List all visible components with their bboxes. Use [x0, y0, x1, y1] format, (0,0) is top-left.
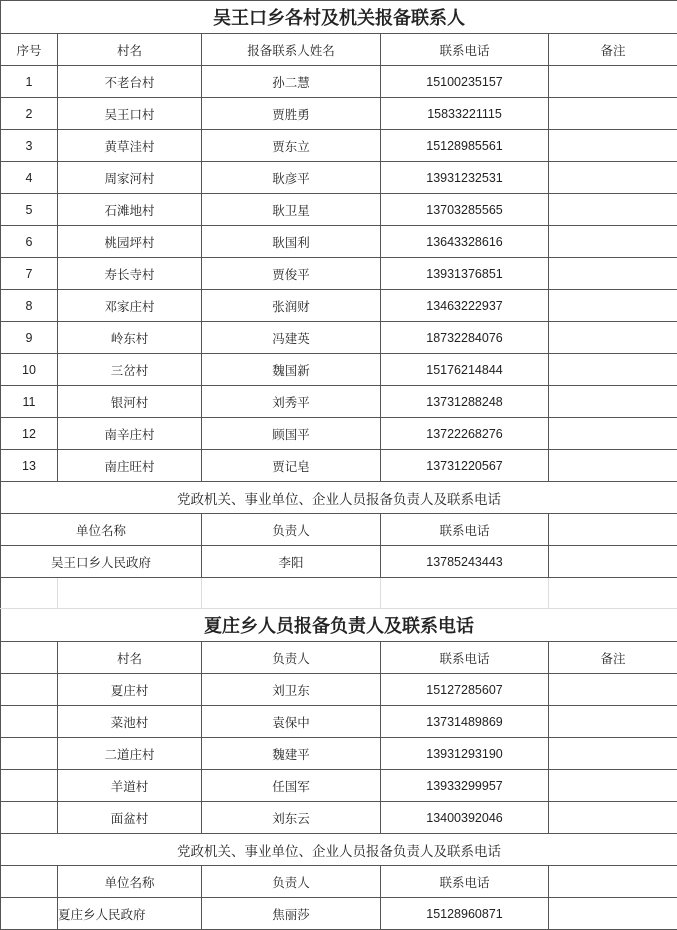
village-name: 南辛庄村 [58, 418, 202, 450]
remarks-cell [549, 418, 677, 450]
village-name: 二道庄村 [58, 738, 202, 770]
village-name: 邓家庄村 [58, 290, 202, 322]
table-header [1, 642, 677, 674]
remarks-cell [549, 706, 677, 738]
village-name: 面盆村 [58, 802, 202, 834]
column-header: 联系电话 [381, 642, 549, 674]
table-row [1, 162, 677, 194]
contact-name: 贾俊平 [202, 258, 381, 290]
table-row [1, 674, 677, 706]
row-number: 7 [1, 258, 58, 290]
table-row [1, 802, 677, 834]
row-number: 10 [1, 354, 58, 386]
column-header: 报备联系人姓名 [202, 34, 381, 66]
remarks-cell [549, 802, 677, 834]
contact-name: 顾国平 [202, 418, 381, 450]
row-number: 5 [1, 194, 58, 226]
phone-number: 18732284076 [381, 322, 549, 354]
column-header: 联系电话 [381, 514, 549, 546]
org-row [1, 546, 677, 578]
org-row [1, 898, 677, 930]
remarks-cell [549, 194, 677, 226]
empty-cell [1, 802, 58, 834]
phone-number: 13933299957 [381, 770, 549, 802]
village-name: 夏庄村 [58, 674, 202, 706]
contact-name: 刘卫东 [202, 674, 381, 706]
table-row [1, 98, 677, 130]
table-row [1, 290, 677, 322]
empty-cell [202, 578, 381, 609]
remarks-cell [549, 354, 677, 386]
table-row [1, 226, 677, 258]
remarks-cell [549, 290, 677, 322]
empty-cell [1, 770, 58, 802]
phone-number: 13785243443 [381, 546, 549, 578]
empty-cell [549, 898, 677, 930]
column-header: 单位名称 [58, 866, 202, 898]
section-title: 夏庄乡人员报备负责人及联系电话 [1, 609, 677, 642]
phone-number: 13400392046 [381, 802, 549, 834]
empty-cell [58, 578, 202, 609]
phone-number: 15833221115 [381, 98, 549, 130]
village-name: 岭东村 [58, 322, 202, 354]
contact-name: 焦丽莎 [202, 898, 381, 930]
row-number: 8 [1, 290, 58, 322]
remarks-cell [549, 226, 677, 258]
column-header: 序号 [1, 34, 58, 66]
table-row [1, 322, 677, 354]
row-number: 13 [1, 450, 58, 482]
table-row [1, 770, 677, 802]
contact-name: 孙二慧 [202, 66, 381, 98]
remarks-cell [549, 674, 677, 706]
empty-cell [549, 866, 677, 898]
table-row [1, 738, 677, 770]
village-name: 菜池村 [58, 706, 202, 738]
unit-name: 夏庄乡人民政府 [58, 898, 202, 930]
remarks-cell [549, 322, 677, 354]
table-row [1, 706, 677, 738]
column-header: 备注 [549, 34, 677, 66]
table-row [1, 386, 677, 418]
contact-name: 任国军 [202, 770, 381, 802]
org-header [1, 514, 677, 546]
contact-name: 贾东立 [202, 130, 381, 162]
contact-name: 张润财 [202, 290, 381, 322]
row-number: 11 [1, 386, 58, 418]
row-number: 2 [1, 98, 58, 130]
village-name: 不老台村 [58, 66, 202, 98]
remarks-cell [549, 770, 677, 802]
empty-cell [1, 738, 58, 770]
village-name: 黄草洼村 [58, 130, 202, 162]
phone-number: 13931376851 [381, 258, 549, 290]
empty-cell [1, 866, 58, 898]
column-header: 联系电话 [381, 34, 549, 66]
phone-number: 15127285607 [381, 674, 549, 706]
contact-name: 刘东云 [202, 802, 381, 834]
phone-number: 13731288248 [381, 386, 549, 418]
village-name: 桃园坪村 [58, 226, 202, 258]
contact-name: 贾记皂 [202, 450, 381, 482]
column-header: 村名 [58, 34, 202, 66]
org-section-title: 党政机关、事业单位、企业人员报备负责人及联系电话 [1, 482, 677, 514]
empty-cell [549, 546, 677, 578]
table-row [1, 66, 677, 98]
remarks-cell [549, 738, 677, 770]
column-header: 负责人 [202, 866, 381, 898]
table-header [1, 34, 677, 66]
row-number: 12 [1, 418, 58, 450]
empty-cell [1, 578, 58, 609]
empty-cell [549, 578, 677, 609]
table-row [1, 450, 677, 482]
phone-number: 13722268276 [381, 418, 549, 450]
phone-number: 13643328616 [381, 226, 549, 258]
remarks-cell [549, 98, 677, 130]
village-name: 南庄旺村 [58, 450, 202, 482]
table-row [1, 258, 677, 290]
table-row [1, 354, 677, 386]
phone-number: 13731489869 [381, 706, 549, 738]
contact-name: 李阳 [202, 546, 381, 578]
row-number: 1 [1, 66, 58, 98]
village-name: 羊道村 [58, 770, 202, 802]
contact-name: 魏国新 [202, 354, 381, 386]
empty-cell [1, 674, 58, 706]
phone-number: 13463222937 [381, 290, 549, 322]
column-header: 备注 [549, 642, 677, 674]
phone-number: 15128960871 [381, 898, 549, 930]
column-header: 负责人 [202, 514, 381, 546]
remarks-cell [549, 450, 677, 482]
empty-cell [1, 706, 58, 738]
village-name: 寿长寺村 [58, 258, 202, 290]
remarks-cell [549, 130, 677, 162]
contact-name: 袁保中 [202, 706, 381, 738]
contact-name: 魏建平 [202, 738, 381, 770]
remarks-cell [549, 66, 677, 98]
empty-cell [1, 642, 58, 674]
phone-number: 15128985561 [381, 130, 549, 162]
row-number: 4 [1, 162, 58, 194]
empty-cell [381, 578, 549, 609]
unit-name: 吴王口乡人民政府 [1, 546, 202, 578]
column-header: 村名 [58, 642, 202, 674]
row-number: 6 [1, 226, 58, 258]
remarks-cell [549, 386, 677, 418]
contact-name: 贾胜勇 [202, 98, 381, 130]
blank-row [1, 578, 677, 609]
empty-cell [1, 898, 58, 930]
village-name: 石滩地村 [58, 194, 202, 226]
org-section-title: 党政机关、事业单位、企业人员报备负责人及联系电话 [1, 834, 677, 866]
table-row [1, 418, 677, 450]
phone-number: 15100235157 [381, 66, 549, 98]
village-name: 三岔村 [58, 354, 202, 386]
contact-name: 耿国利 [202, 226, 381, 258]
column-header: 联系电话 [381, 866, 549, 898]
contact-name: 冯建英 [202, 322, 381, 354]
phone-number: 15176214844 [381, 354, 549, 386]
phone-number: 13731220567 [381, 450, 549, 482]
section-title: 吴王口乡各村及机关报备联系人 [1, 1, 677, 34]
remarks-cell [549, 258, 677, 290]
table-row [1, 194, 677, 226]
contact-name: 耿卫星 [202, 194, 381, 226]
org-header [1, 866, 677, 898]
row-number: 3 [1, 130, 58, 162]
village-name: 吴王口村 [58, 98, 202, 130]
phone-number: 13931293190 [381, 738, 549, 770]
empty-cell [549, 514, 677, 546]
remarks-cell [549, 162, 677, 194]
column-header: 负责人 [202, 642, 381, 674]
table-row [1, 130, 677, 162]
village-name: 周家河村 [58, 162, 202, 194]
row-number: 9 [1, 322, 58, 354]
phone-number: 13703285565 [381, 194, 549, 226]
contact-name: 刘秀平 [202, 386, 381, 418]
contact-name: 耿彦平 [202, 162, 381, 194]
column-header: 单位名称 [1, 514, 202, 546]
phone-number: 13931232531 [381, 162, 549, 194]
village-name: 银河村 [58, 386, 202, 418]
